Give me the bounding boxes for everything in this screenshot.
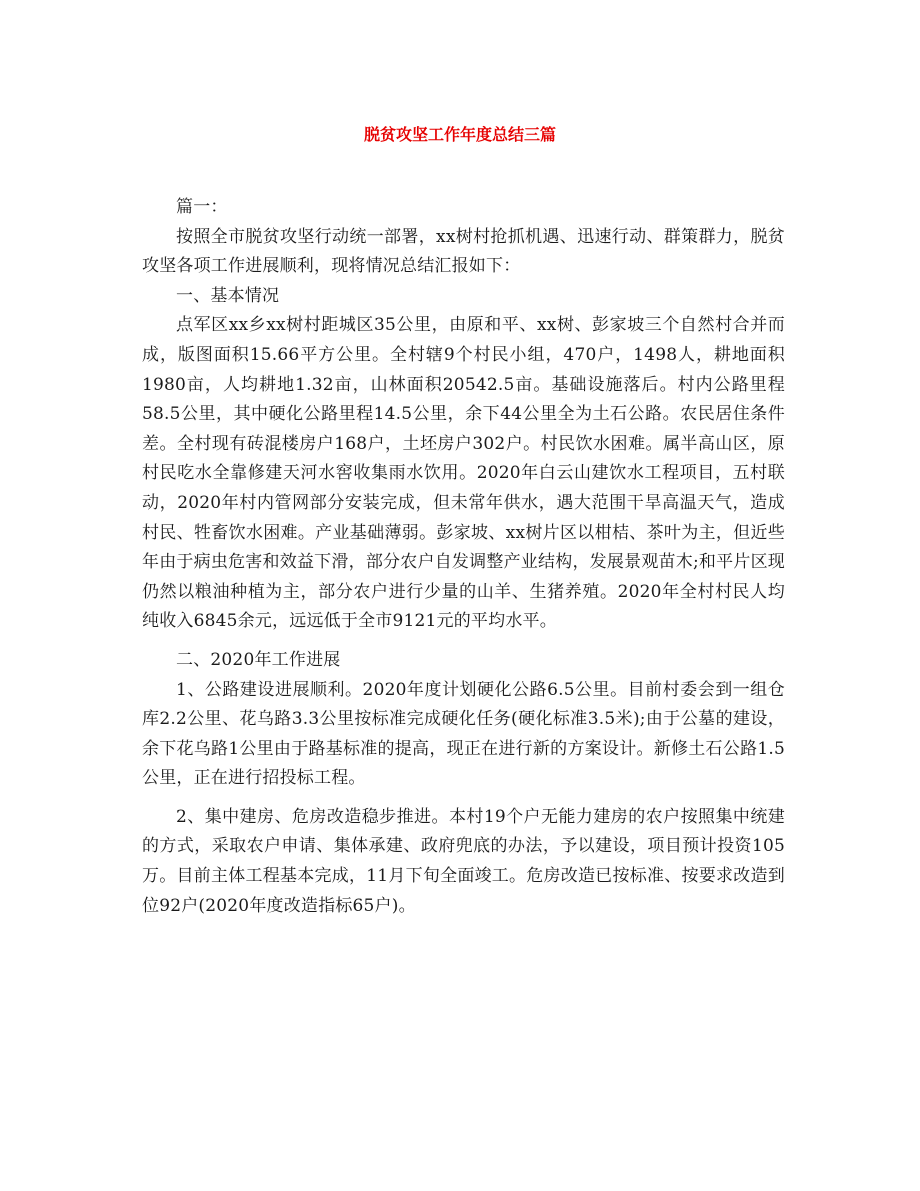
document-body: [142, 193, 785, 921]
progress-item-housing: 2、集中建房、危房改造稳步推进。本村19个户无能力建房的农户按照集中统建的方式，采取农户申请、集体承建、政府兜底的办法，予以建设，项目预计投资105万。目前主体工程基本完成，11月下旬全面竣工。危房改造已按标准、按要求改造到位92户(2020年度改造指标65户)。: [142, 806, 785, 916]
intro-paragraph: 按照全市脱贫攻坚行动统一部署，xx树村抢抓机遇、迅速行动、群策群力，脱贫攻坚各项工作进展顺利，现将情况总结汇报如下：: [142, 226, 785, 277]
basic-situation-paragraph: 点军区xx乡xx树村距城区35公里，由原和平、xx树、彭家坡三个自然村合并而成，版图面积15.66平方公里。全村辖9个村民小组，470户，1498人，耕地面积1980亩，人均耕地1.32亩，山林面积20542.5亩。基础设施落后。村内公路里程58.5公里，其中硬化公路里程14.5公里，余下44公里全为土石公路。农民居住条件差。全村现有砖混楼房户168户，土坯房户302户。村民饮水困难。属半高山区，原村民吃水全靠修建天河水窖收集雨水饮用。2020年白云山建饮水工程项目，五村联动，2020年村内管网部分安装完成，但未常年供水，遇大范围干旱高温天气，造成村民、牲畜饮水困难。产业基础薄弱。彭家坡、xx树片区以柑桔、茶叶为主，但近些年由于病虫危害和效益下滑，部分农户自发调整产业结构，发展景观苗木;和平片区现仍然以粮油种植为主，部分农户进行少量的山羊、生猪养殖。2020年全村村民人均纯收入6845余元，远远低于全市9121元的平均水平。: [142, 315, 785, 632]
progress-item-roads: 1、公路建设进展顺利。2020年度计划硬化公路6.5公里。目前村委会到一组仓库2.2公里、花乌路3.3公里按标准完成硬化任务(硬化标准3.5米);由于公墓的建设，余下花乌路1公里由于路基标准的提高，现正在进行新的方案设计。新修土石公路1.5公里，正在进行招投标工程。: [142, 679, 785, 789]
section-heading-progress: 二、2020年工作进展: [176, 649, 341, 670]
section-heading-part-one: 篇一：: [176, 197, 228, 217]
section-heading-basic-situation: 一、基本情况: [176, 285, 280, 306]
document-title: 脱贫攻坚工作年度总结三篇: [363, 125, 556, 144]
